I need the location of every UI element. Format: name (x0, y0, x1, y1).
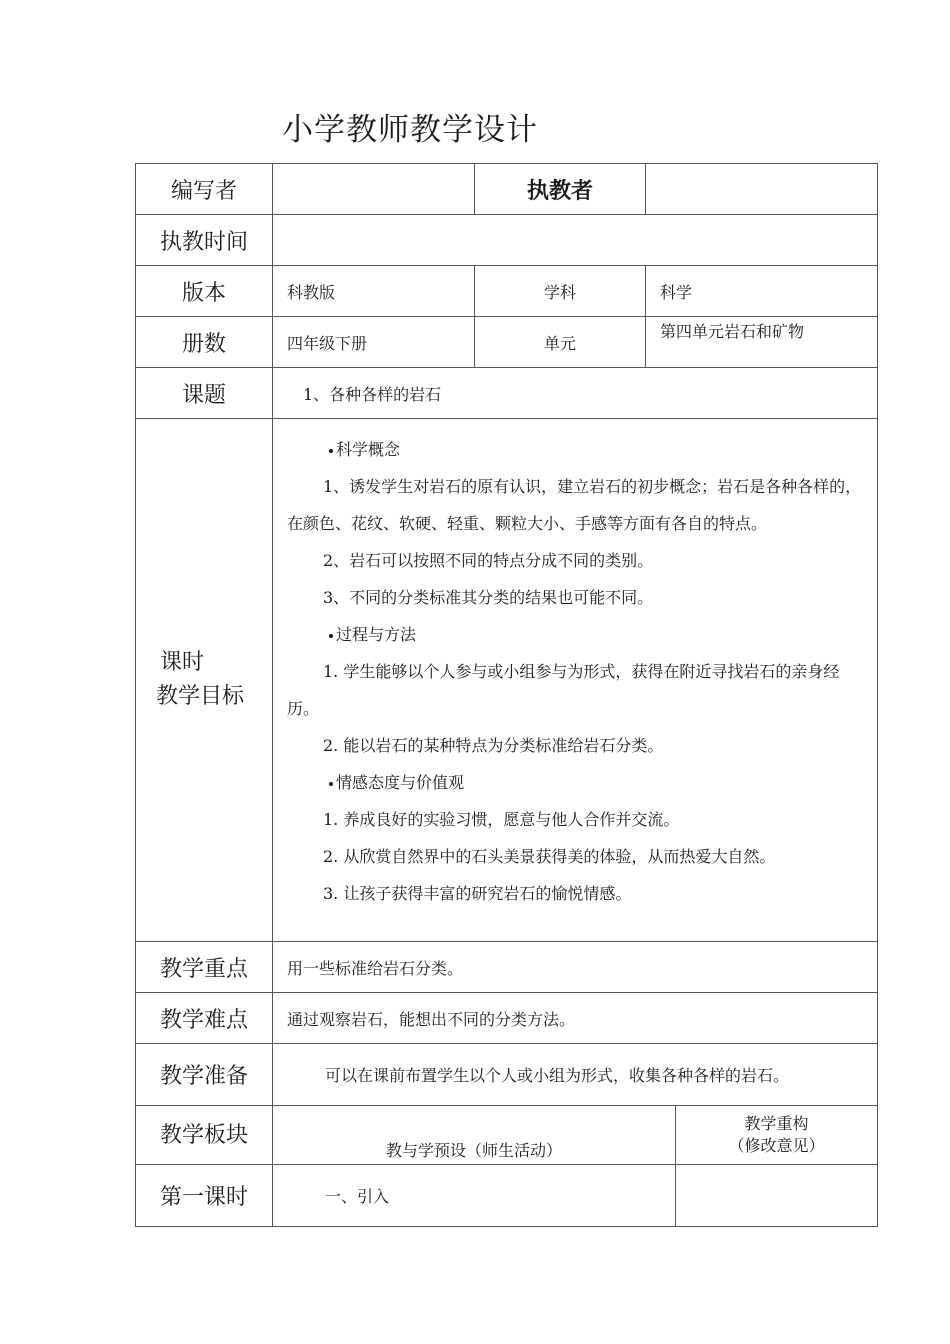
objectives-label-line1: 课时 (160, 650, 205, 675)
objectives-label (136, 419, 273, 942)
objectives-label-line2: 教学目标 (156, 684, 245, 709)
unit-label: 单元 (475, 317, 646, 368)
goal-heading: 过程与方法 (287, 616, 865, 653)
goal-item: 2、岩石可以按照不同的特点分成不同的类别。 (323, 551, 654, 570)
goal-heading: 科学概念 (287, 431, 865, 468)
bullet-icon (329, 782, 333, 786)
edition-label: 版本 (136, 266, 273, 317)
lesson-rebuild[interactable] (676, 1165, 878, 1227)
row-prep (136, 1044, 878, 1106)
teacher-value[interactable] (646, 164, 878, 215)
time-value[interactable] (273, 215, 878, 266)
topic-label: 课题 (136, 368, 273, 419)
row-time (136, 215, 878, 266)
topic-value: 1、各种各样的岩石 (273, 368, 878, 419)
module-rebuild-line1: 教学重构 (744, 1114, 809, 1133)
prep-label: 教学准备 (136, 1044, 273, 1106)
goal-item: 1. 养成良好的实验习惯，愿意与他人合作并交流。 (323, 810, 680, 829)
author-label: 编写者 (136, 164, 273, 215)
volume-label: 册数 (136, 317, 273, 368)
lesson-label: 第一课时 (136, 1165, 273, 1227)
row-objectives (136, 419, 878, 942)
goal-heading: 情感态度与价值观 (287, 764, 865, 801)
page-title: 小学教师教学设计 (282, 112, 538, 148)
module-activity: 教与学预设（师生活动） (273, 1106, 676, 1165)
row-author (136, 164, 878, 215)
lesson-plan-table (135, 163, 878, 1227)
subject-value: 科学 (646, 266, 878, 317)
module-label: 教学板块 (136, 1106, 273, 1165)
row-difficulty (136, 993, 878, 1044)
goal-item: 2. 能以岩石的某种特点为分类标准给岩石分类。 (323, 736, 664, 755)
goal-item: 1、诱发学生对岩石的原有认识，建立岩石的初步概念；岩石是各种各样的，在颜色、花纹、软硬、轻重、颗粒大小、手感等方面有各自的特点。 (287, 477, 862, 533)
edition-value: 科教版 (273, 266, 475, 317)
unit-value: 第四单元岩石和矿物 (646, 317, 878, 368)
key-label: 教学重点 (136, 942, 273, 993)
row-module (136, 1106, 878, 1165)
difficulty-label: 教学难点 (136, 993, 273, 1044)
subject-label: 学科 (475, 266, 646, 317)
prep-value: 可以在课前布置学生以个人或小组为形式，收集各种各样的岩石。 (273, 1044, 878, 1106)
difficulty-value: 通过观察岩石，能想出不同的分类方法。 (273, 993, 878, 1044)
author-value[interactable] (273, 164, 475, 215)
bullet-icon (329, 634, 333, 638)
key-value: 用一些标准给岩石分类。 (273, 942, 878, 993)
goal-item: 1. 学生能够以个人参与或小组参与为形式，获得在附近寻找岩石的亲身经历。 (287, 662, 840, 718)
row-volume (136, 317, 878, 368)
goal-item: 2. 从欣赏自然界中的石头美景获得美的体验，从而热爱大自然。 (323, 847, 776, 866)
goal-item: 3、不同的分类标准其分类的结果也可能不同。 (323, 588, 654, 607)
row-topic (136, 368, 878, 419)
lesson-value: 一、引入 (273, 1165, 676, 1227)
row-key (136, 942, 878, 993)
bullet-icon (329, 449, 333, 453)
row-edition (136, 266, 878, 317)
objectives-content (273, 419, 878, 942)
goal-item: 3. 让孩子获得丰富的研究岩石的愉悦情感。 (323, 884, 632, 903)
time-label: 执教时间 (136, 215, 273, 266)
row-lesson (136, 1165, 878, 1227)
teacher-label: 执教者 (475, 164, 646, 215)
module-rebuild-line2: （修改意见） (728, 1136, 825, 1155)
volume-value: 四年级下册 (273, 317, 475, 368)
module-rebuild (676, 1106, 878, 1165)
